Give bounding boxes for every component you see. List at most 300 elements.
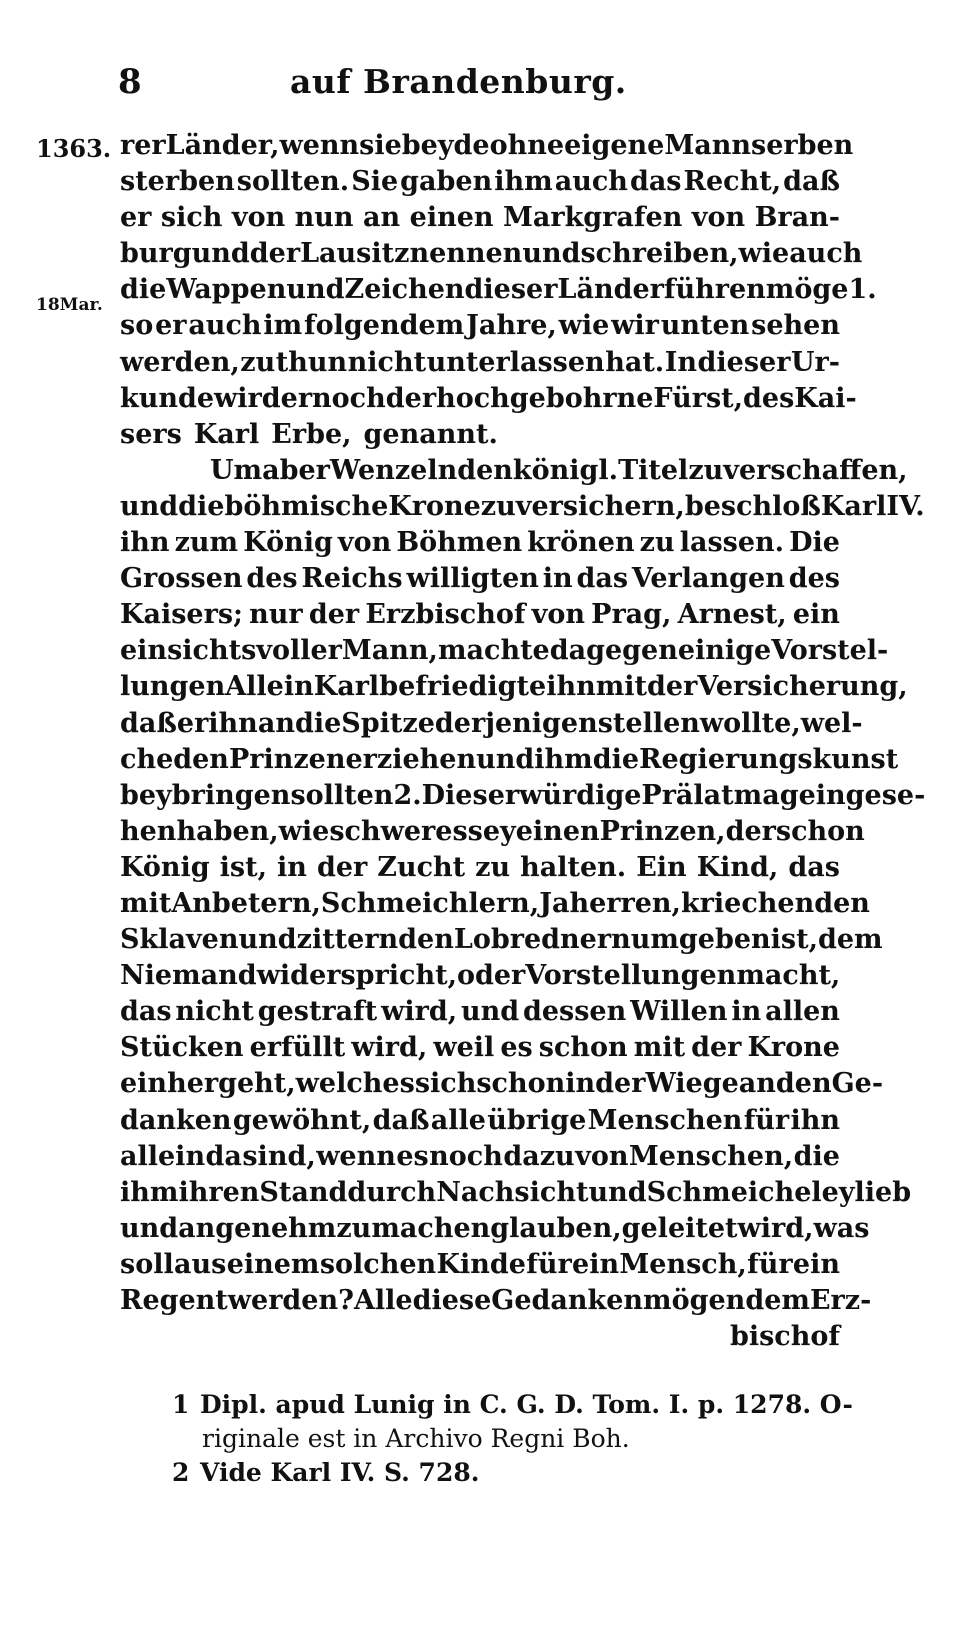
word: wird, xyxy=(381,996,458,1028)
word: erziehen xyxy=(345,743,477,775)
word: Krone xyxy=(388,490,481,522)
word: genannt. xyxy=(363,418,498,450)
word: an xyxy=(738,1068,776,1100)
word: mit xyxy=(633,1032,686,1064)
word: dieser xyxy=(697,346,791,378)
word: es xyxy=(435,815,468,847)
word: zu xyxy=(240,346,276,378)
word: zu xyxy=(639,527,675,559)
text-line xyxy=(120,236,863,272)
text-line xyxy=(120,1066,884,1102)
word: willigten xyxy=(406,563,539,595)
word: Kind, xyxy=(696,851,779,883)
word: wel- xyxy=(800,707,863,739)
word: mag xyxy=(733,779,799,811)
footnote-1 xyxy=(172,1388,852,1422)
word: der xyxy=(691,1032,742,1064)
word: Vorstel- xyxy=(771,635,889,667)
word: Grossen xyxy=(120,563,243,595)
word: hat. xyxy=(605,346,665,378)
text-line xyxy=(120,994,840,1030)
word: Mensch, xyxy=(619,1248,747,1280)
word: macht, xyxy=(736,960,841,992)
word: stellen xyxy=(597,707,700,739)
word: beybringen xyxy=(120,779,291,811)
word: sollten xyxy=(290,779,394,811)
footnotes xyxy=(172,1388,852,1490)
word: danken xyxy=(120,1104,232,1136)
text-line xyxy=(120,453,908,489)
word: ihn xyxy=(208,707,258,739)
word: Dieser xyxy=(421,779,520,811)
word: werden? xyxy=(227,1285,354,1316)
word: was xyxy=(813,1212,870,1244)
text-line xyxy=(120,1030,840,1066)
word: Stand xyxy=(259,1176,348,1208)
word: auch xyxy=(554,166,628,198)
word: da xyxy=(205,1140,242,1172)
word: Titel xyxy=(618,454,689,486)
word: noch xyxy=(312,382,386,414)
word: Wiege xyxy=(645,1068,739,1100)
word: in xyxy=(542,563,573,595)
text-line xyxy=(120,742,899,778)
word: Jahre, xyxy=(466,310,557,342)
word: und xyxy=(522,238,581,270)
word: er xyxy=(155,310,187,342)
word: folgendem xyxy=(304,310,465,342)
word: daß xyxy=(372,1104,430,1136)
page-number: 8 xyxy=(118,62,142,102)
word: Stücken xyxy=(120,1032,244,1064)
word: gewöhnt, xyxy=(232,1104,372,1136)
word: Lobrednern xyxy=(453,924,631,956)
catchword xyxy=(120,1319,840,1355)
word: ihn xyxy=(120,527,170,559)
text-line xyxy=(120,128,854,164)
word: Schmeichlern, xyxy=(320,887,540,919)
word: nun xyxy=(294,202,354,234)
word: zu xyxy=(336,1212,372,1244)
word: wird, xyxy=(351,1032,428,1064)
word: die xyxy=(178,490,225,522)
word: einige xyxy=(677,635,772,667)
word: unterlassen xyxy=(426,346,605,378)
word: solchen xyxy=(319,1248,437,1280)
word: Spitze xyxy=(341,707,435,739)
text-line xyxy=(120,597,840,633)
text-line xyxy=(120,958,840,994)
word: für xyxy=(747,1248,793,1280)
word: Ur- xyxy=(790,346,840,378)
word: des xyxy=(788,563,840,595)
word: aber xyxy=(262,454,330,486)
word: wie xyxy=(558,310,610,342)
word: dem xyxy=(745,1285,810,1316)
word: Bran- xyxy=(754,202,840,234)
text-line xyxy=(120,850,840,886)
word: ein xyxy=(792,599,840,631)
word: Vorstellungen xyxy=(525,960,737,992)
word: ein xyxy=(572,1248,620,1280)
text-line xyxy=(120,814,865,850)
word: beyde xyxy=(401,130,490,161)
word: oder xyxy=(456,960,526,992)
word: alle xyxy=(430,1104,486,1136)
word: Karl xyxy=(820,490,887,522)
word: Gedanken xyxy=(491,1285,644,1316)
word: Sklaven xyxy=(120,924,239,956)
text-line xyxy=(120,1175,912,1211)
word: schwer xyxy=(329,815,436,847)
text-line xyxy=(120,1211,870,1247)
word: von xyxy=(531,599,585,631)
word: möge xyxy=(765,274,849,306)
word: diese xyxy=(412,1285,492,1316)
word: wenn xyxy=(279,130,360,161)
text-line xyxy=(120,1139,840,1175)
word: Karl xyxy=(313,671,380,703)
catchword-text: bischof xyxy=(729,1321,840,1353)
word: haben, xyxy=(176,815,279,847)
word: versichern, xyxy=(515,490,685,522)
text-line xyxy=(120,1103,840,1139)
word: sich xyxy=(160,202,223,234)
word: beschloß xyxy=(684,490,821,522)
word: böhmische xyxy=(224,490,389,522)
word: wie xyxy=(738,238,790,270)
word: nicht xyxy=(347,346,427,378)
word: Jaherren, xyxy=(539,887,681,919)
text-line xyxy=(120,345,840,381)
word: Die xyxy=(789,527,840,559)
word: die xyxy=(592,743,640,775)
text-line xyxy=(120,778,926,814)
word: sie xyxy=(359,130,402,161)
word: Krone xyxy=(747,1032,840,1064)
word: IV. xyxy=(886,490,925,522)
word: erfüllt xyxy=(249,1032,346,1064)
word: Schmeicheley xyxy=(646,1176,855,1208)
word: auch xyxy=(789,238,863,270)
word: ohne xyxy=(489,130,565,161)
word: Erz- xyxy=(809,1285,872,1316)
text-line xyxy=(120,633,889,669)
word: Recht, xyxy=(683,166,782,198)
footnote-text: Dipl. apud Lunig in C. G. D. Tom. I. p. 1278. O- xyxy=(200,1390,853,1419)
word: dagegen xyxy=(549,635,678,667)
word: Mann, xyxy=(341,635,438,667)
text-line xyxy=(120,381,857,417)
word: gaben xyxy=(400,166,493,198)
word: und xyxy=(120,1212,179,1244)
word: wir xyxy=(611,310,659,342)
text-line xyxy=(120,669,908,705)
word: wird xyxy=(214,382,281,414)
word: wenn xyxy=(316,1140,396,1172)
word: wird, xyxy=(737,1212,814,1244)
word: den xyxy=(173,743,229,775)
word: Erbe, xyxy=(271,418,352,450)
word: Regierungskunst xyxy=(639,743,899,775)
word: thun xyxy=(275,346,348,378)
word: soll xyxy=(120,1248,174,1280)
word: Karl xyxy=(193,418,260,450)
word: dem xyxy=(818,924,883,956)
footnote-2 xyxy=(172,1456,852,1490)
word: Kai- xyxy=(794,382,857,414)
word: des xyxy=(743,382,795,414)
word: zitternden xyxy=(296,924,454,956)
word: zu xyxy=(475,851,511,883)
word: allen xyxy=(765,996,840,1028)
word: führen xyxy=(663,274,766,306)
word: der xyxy=(249,238,301,270)
word: sey xyxy=(467,815,516,847)
margin-note-date: 18Mar. xyxy=(36,295,103,315)
word: der xyxy=(647,671,698,703)
word: Lausitz xyxy=(300,238,410,270)
word: ihm xyxy=(494,166,553,198)
word: wie xyxy=(278,815,330,847)
word: das xyxy=(788,851,840,883)
word: 2. xyxy=(393,779,422,811)
word: Zucht xyxy=(377,851,466,883)
word: noch xyxy=(429,1140,503,1172)
word: Sie xyxy=(351,166,399,198)
word: Böhmen xyxy=(396,527,523,559)
footnote-number: 2 xyxy=(172,1458,190,1487)
word: der xyxy=(308,599,360,631)
word: halten. xyxy=(520,851,627,883)
word: Verlangen xyxy=(631,563,785,595)
word: Länder xyxy=(557,274,664,306)
word: und xyxy=(191,238,250,270)
word: die xyxy=(294,707,342,739)
word: ist, xyxy=(219,851,268,883)
word: sich xyxy=(414,1068,477,1100)
word: die xyxy=(120,274,167,306)
word: nennen xyxy=(409,238,523,270)
word: schon xyxy=(775,815,865,847)
word: mit xyxy=(120,887,172,919)
word: In xyxy=(664,346,697,378)
word: wollte, xyxy=(699,707,801,739)
word: und xyxy=(476,743,535,775)
word: umgeben xyxy=(630,924,771,956)
word: er xyxy=(280,382,313,414)
body-text xyxy=(120,128,926,1355)
word: daß xyxy=(120,707,177,739)
word: und xyxy=(588,1176,647,1208)
word: die xyxy=(793,1140,840,1172)
word: glauben, xyxy=(490,1212,622,1244)
word: Willen xyxy=(630,996,728,1028)
word: es xyxy=(500,1032,533,1064)
word: er xyxy=(176,707,209,739)
word: sterben xyxy=(120,166,235,198)
text-line xyxy=(120,489,925,525)
word: es xyxy=(396,1140,429,1172)
text-line xyxy=(120,706,863,742)
word: Allein xyxy=(225,671,314,703)
word: für xyxy=(526,1248,572,1280)
word: im xyxy=(263,310,303,342)
word: ihren xyxy=(178,1176,260,1208)
word: das xyxy=(120,996,172,1028)
text-line xyxy=(120,922,883,958)
word: eigene xyxy=(564,130,665,161)
text-line xyxy=(120,164,840,200)
word: machen xyxy=(371,1212,491,1244)
word: König xyxy=(120,851,210,883)
word: Prag, xyxy=(591,599,672,631)
word: von xyxy=(337,527,392,559)
word: und xyxy=(460,996,520,1028)
word: Prinzen xyxy=(228,743,346,775)
word: allein xyxy=(120,1140,206,1172)
footnote-text: Vide Karl IV. S. 728. xyxy=(200,1458,480,1487)
word: an xyxy=(363,202,401,234)
word: Menschen xyxy=(587,1104,743,1136)
word: von xyxy=(691,202,746,234)
word: schon xyxy=(538,1032,628,1064)
word: dieser xyxy=(464,274,558,306)
word: den xyxy=(775,1068,832,1100)
word: Um xyxy=(210,454,263,486)
word: das xyxy=(576,563,629,595)
word: Zeichen xyxy=(344,274,465,306)
word: Alle xyxy=(353,1285,413,1316)
word: Menschen, xyxy=(628,1140,794,1172)
word: Kaisers; xyxy=(120,599,243,631)
word: ihm xyxy=(534,743,593,775)
word: Anbetern, xyxy=(171,887,321,919)
running-head: auf Brandenburg. xyxy=(290,62,627,101)
text-line xyxy=(120,886,870,922)
word: schreiben, xyxy=(580,238,739,270)
text-line xyxy=(120,200,840,236)
text-line xyxy=(120,272,877,308)
word: sehen xyxy=(751,310,840,342)
word: machte xyxy=(437,635,550,667)
word: einen xyxy=(515,815,600,847)
word: er xyxy=(120,202,152,234)
word: Wenzeln xyxy=(329,454,458,486)
word: in xyxy=(277,851,307,883)
word: der xyxy=(316,851,368,883)
word: Ge- xyxy=(831,1068,884,1100)
word: derjenigen xyxy=(434,707,598,739)
word: der xyxy=(595,1068,646,1100)
word: Versicherung, xyxy=(697,671,908,703)
word: lieb xyxy=(854,1176,912,1208)
word: daß xyxy=(783,166,840,198)
word: hen xyxy=(120,815,177,847)
word: in xyxy=(565,1068,596,1100)
word: kunde xyxy=(120,382,215,414)
word: von xyxy=(575,1140,629,1172)
text-line xyxy=(120,417,840,453)
word: einhergeht, xyxy=(120,1068,296,1100)
footnote-continuation: riginale est in Archivo Regni Boh. xyxy=(202,1424,630,1453)
word: königl. xyxy=(512,454,619,486)
word: hochgebohrne xyxy=(436,382,654,414)
word: nur xyxy=(249,599,303,631)
word: der xyxy=(385,382,437,414)
word: Nachsicht xyxy=(436,1176,589,1208)
word: Reichs xyxy=(301,563,403,595)
word: lungen xyxy=(120,671,226,703)
word: Wappen xyxy=(166,274,287,306)
word: zum xyxy=(174,527,239,559)
word: Niemand xyxy=(120,960,257,992)
word: Mannserben xyxy=(664,130,854,161)
word: burg xyxy=(120,238,192,270)
word: mit xyxy=(595,671,648,703)
word: nicht xyxy=(175,996,254,1028)
word: zu xyxy=(688,454,724,486)
word: an xyxy=(257,707,295,739)
word: übrige xyxy=(487,1104,587,1136)
word: weil xyxy=(433,1032,495,1064)
word: aus xyxy=(174,1248,227,1280)
word: Fürst, xyxy=(653,382,744,414)
word: von xyxy=(231,202,286,234)
word: werden, xyxy=(120,346,240,378)
word: auch xyxy=(188,310,262,342)
word: 1. xyxy=(848,274,877,306)
word: so xyxy=(120,310,154,342)
word: ihn xyxy=(546,671,596,703)
text-line xyxy=(120,525,840,561)
margin-note-year: 1363. xyxy=(36,134,112,163)
word: krönen xyxy=(527,527,635,559)
text-line xyxy=(120,561,840,597)
word: und xyxy=(286,274,345,306)
word: zu xyxy=(480,490,516,522)
word: Kinde xyxy=(436,1248,526,1280)
word: einen xyxy=(409,202,494,234)
word: ihn xyxy=(790,1104,840,1136)
word: einsichtsvoller xyxy=(120,635,342,667)
word: Arnest, xyxy=(677,599,787,631)
word: verschaffen, xyxy=(723,454,908,486)
text-line xyxy=(120,1283,872,1319)
word: unten xyxy=(660,310,750,342)
word: ein xyxy=(792,1248,840,1280)
word: widerspricht, xyxy=(256,960,457,992)
word: das xyxy=(629,166,682,198)
word: mögen xyxy=(643,1285,746,1316)
word: eingese- xyxy=(798,779,926,811)
word: ist, xyxy=(770,924,818,956)
word: che xyxy=(120,743,174,775)
word: der xyxy=(725,815,776,847)
word: für xyxy=(743,1104,790,1136)
word: Regent xyxy=(120,1285,228,1316)
word: lassen. xyxy=(679,527,785,559)
word: des xyxy=(246,563,298,595)
word: gestraft xyxy=(257,996,378,1028)
word: welches xyxy=(295,1068,415,1100)
word: sers xyxy=(120,418,182,450)
text-line xyxy=(120,1247,840,1283)
word: sollten. xyxy=(236,166,350,198)
word: Ein xyxy=(636,851,687,883)
word: und xyxy=(238,924,297,956)
word: einem xyxy=(226,1248,320,1280)
